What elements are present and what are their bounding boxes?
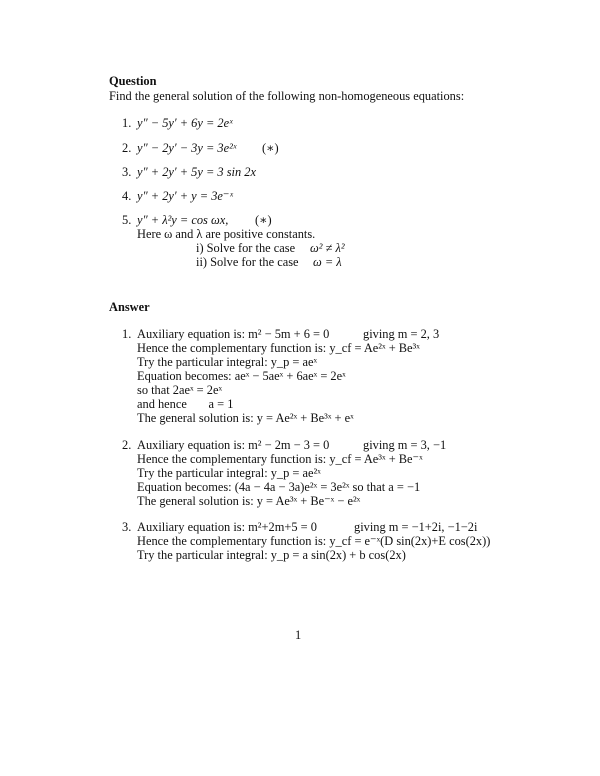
item-number: 1. — [122, 327, 132, 341]
item-number: 5. — [122, 213, 132, 227]
answer-line: Hence the complementary function is: y_cf = e⁻ˣ(D sin(2x)+E cos(2x)) — [137, 534, 491, 548]
question-heading: Question — [109, 74, 157, 88]
answer-line: Try the particular integral: y_p = aeˣ — [137, 355, 318, 369]
answer-line: Try the particular integral: y_p = a sin(2x) + b cos(2x) — [137, 548, 406, 562]
answer-heading: Answer — [109, 300, 150, 314]
answer-roots: giving m = 3, −1 — [363, 438, 447, 452]
case-label: ii) Solve for the case — [196, 255, 299, 269]
answer-line: The general solution is: y = Ae²ˣ + Be³ˣ + eˣ — [137, 411, 354, 425]
item-number: 4. — [122, 189, 132, 203]
answer-line: The general solution is: y = Ae³ˣ + Be⁻ˣ − e²ˣ — [137, 494, 361, 508]
answer-roots: giving m = −1+2i, −1−2i — [354, 520, 478, 534]
equation: y″ + λ²y = cos ωx, — [137, 213, 229, 227]
item-number: 2. — [122, 141, 132, 155]
answer-line: Equation becomes: (4a − 4a − 3a)e²ˣ = 3e²ˣ so that a = −1 — [137, 480, 421, 494]
case-condition: ω = λ — [313, 255, 342, 269]
constants-note: Here ω and λ are positive constants. — [137, 227, 316, 241]
case-label: i) Solve for the case — [196, 241, 296, 255]
equation: y″ + 2y′ + y = 3e⁻ˣ — [137, 189, 233, 203]
answer-line: Auxiliary equation is: m² − 2m − 3 = 0 — [137, 438, 330, 452]
star-marker: (∗) — [255, 213, 272, 227]
equation: y″ − 2y′ − 3y = 3e²ˣ — [137, 141, 237, 155]
star-marker: (∗) — [262, 141, 279, 155]
answer-line: Hence the complementary function is: y_cf = Ae²ˣ + Be³ˣ — [137, 341, 420, 355]
answer-line: so that 2aeˣ = 2eˣ — [137, 383, 223, 397]
page-number: 1 — [295, 628, 302, 642]
answer-line: Try the particular integral: y_p = ae²ˣ — [137, 466, 321, 480]
case-condition: ω² ≠ λ² — [310, 241, 345, 255]
equation: y″ − 5y′ + 6y = 2eˣ — [137, 116, 233, 130]
answer-line: Auxiliary equation is: m² − 5m + 6 = 0 — [137, 327, 330, 341]
item-number: 3. — [122, 520, 132, 534]
equation: y″ + 2y′ + 5y = 3 sin 2x — [137, 165, 256, 179]
answer-line: and hence a = 1 — [137, 397, 234, 411]
answer-roots: giving m = 2, 3 — [363, 327, 440, 341]
answer-line: Equation becomes: aeˣ − 5aeˣ + 6aeˣ = 2eˣ — [137, 369, 346, 383]
question-intro: Find the general solution of the following non-homogeneous equations: — [109, 89, 465, 103]
answer-line: Hence the complementary function is: y_cf = Ae³ˣ + Be⁻ˣ — [137, 452, 423, 466]
item-number: 1. — [122, 116, 132, 130]
item-number: 2. — [122, 438, 132, 452]
answer-line: Auxiliary equation is: m²+2m+5 = 0 — [137, 520, 317, 534]
item-number: 3. — [122, 165, 132, 179]
